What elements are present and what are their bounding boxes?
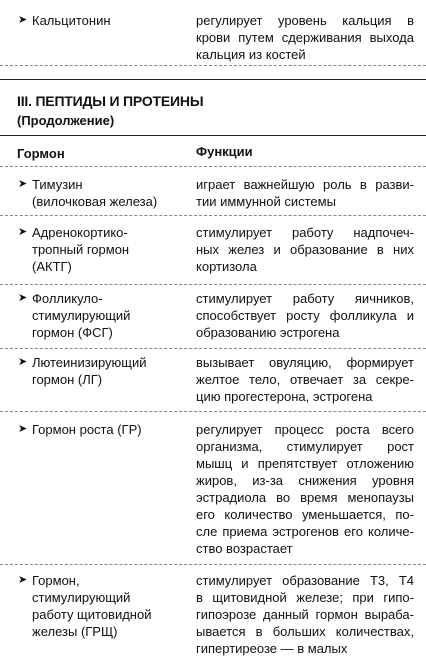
function-line: жиров, из-за снижения уровня [196, 473, 414, 488]
hormone-line: тропный гормон [32, 242, 130, 257]
table-row-calcitonin [0, 6, 426, 66]
hormone-line: Тимузин [32, 177, 83, 192]
hormone-name [32, 572, 182, 640]
table-row [0, 216, 426, 285]
header-top-rule [0, 135, 426, 136]
function-cell [196, 224, 414, 275]
section-divider [0, 79, 426, 80]
hormone-name [32, 176, 182, 210]
function-line: стимулирует образование Т3, Т4 [196, 573, 414, 588]
function-cell [196, 176, 414, 210]
hormone-line: железы (ГРЩ) [32, 624, 118, 639]
hormone-line: (АКТГ) [32, 259, 72, 274]
hormone-line: Гормон роста (ГР) [32, 422, 142, 437]
triangle-bullet-icon: ➤ [18, 292, 28, 304]
function-line: крови путем сдерживания выхода [196, 30, 414, 45]
hormone-line: (вилочковая железа) [32, 194, 158, 209]
function-line: кортизола [196, 259, 257, 274]
function-line: регулирует процесс роста всего [196, 422, 414, 437]
function-line: мышц и препятствует отложению [196, 456, 414, 471]
function-cell [196, 12, 414, 63]
function-line: гипертиреозе — в малых [196, 641, 348, 656]
function-line: стимулирует работу яичников, [196, 291, 414, 306]
function-line: стимулирует работу надпочеч- [196, 225, 414, 240]
function-line: ывается в больших количествах, [196, 624, 414, 639]
triangle-bullet-icon: ➤ [18, 178, 28, 190]
function-line: образованию эстрогена [196, 325, 340, 340]
hormone-line: Лютеинизирующий [32, 355, 147, 370]
function-line: в щитовидной железе; при гипо- [196, 590, 414, 605]
hormone-line: Адренокортико- [32, 225, 128, 240]
hormone-name [32, 224, 182, 275]
hormone-line: Кальцитонин [32, 13, 111, 28]
table-row [0, 412, 426, 565]
hormone-line: Гормон, [32, 573, 80, 588]
triangle-bullet-icon: ➤ [18, 14, 28, 26]
triangle-bullet-icon: ➤ [18, 356, 28, 368]
hormone-line: гормон (ЛГ) [32, 372, 103, 387]
triangle-bullet-icon: ➤ [18, 226, 28, 238]
function-line: эстрадиола во время менопаузы [196, 490, 414, 505]
triangle-bullet-icon: ➤ [18, 423, 28, 435]
function-line: играет важнейшую роль в разви- [196, 177, 414, 192]
section-title: III. ПЕПТИДЫ И ПРОТЕИНЫ [17, 93, 204, 109]
function-cell [196, 421, 414, 557]
function-line: ство возрастает [196, 541, 293, 556]
hormone-name [32, 421, 182, 438]
function-line: регулирует уровень кальция в [196, 13, 414, 28]
hormone-line: Фолликуло- [32, 291, 103, 306]
function-line: желтое тело, отвечает за секре- [196, 372, 414, 387]
table-row [0, 166, 426, 216]
hormone-line: стимулирующий [32, 590, 131, 605]
hormone-name [32, 290, 182, 341]
section-subtitle: (Продолжение) [17, 113, 115, 128]
function-cell [196, 572, 414, 657]
function-line: вызывает овуляцию, формирует [196, 355, 414, 370]
table-row [0, 285, 426, 349]
function-line: способствует росту фолликула и [196, 308, 414, 323]
triangle-bullet-icon: ➤ [18, 574, 28, 586]
column-header-functions: Функции [196, 144, 253, 159]
function-line: сле приема эстрогенов его количе- [196, 524, 414, 539]
function-line: тии иммунной системы [196, 194, 336, 209]
hormone-name [32, 354, 182, 388]
function-line: ных желез и образование в них [196, 242, 414, 257]
hormone-line: работу щитовидной [32, 607, 152, 622]
function-cell [196, 290, 414, 341]
hormone-line: гормон (ФСГ) [32, 325, 113, 340]
hormone-line: стимулирующий [32, 308, 131, 323]
table-row [0, 565, 426, 657]
table-row [0, 349, 426, 412]
function-line: цию прогестерона, эстрогена [196, 389, 373, 404]
function-line: кальция из костей [196, 47, 306, 62]
function-line: его количество уменьшается, по- [196, 507, 414, 522]
hormone-name [32, 12, 182, 29]
function-cell [196, 354, 414, 405]
function-line: организма, стимулирует рост [196, 439, 414, 454]
function-line: гипоэрозе данный гормон выраба- [196, 607, 414, 622]
column-header-hormone: Гормон [17, 146, 65, 161]
